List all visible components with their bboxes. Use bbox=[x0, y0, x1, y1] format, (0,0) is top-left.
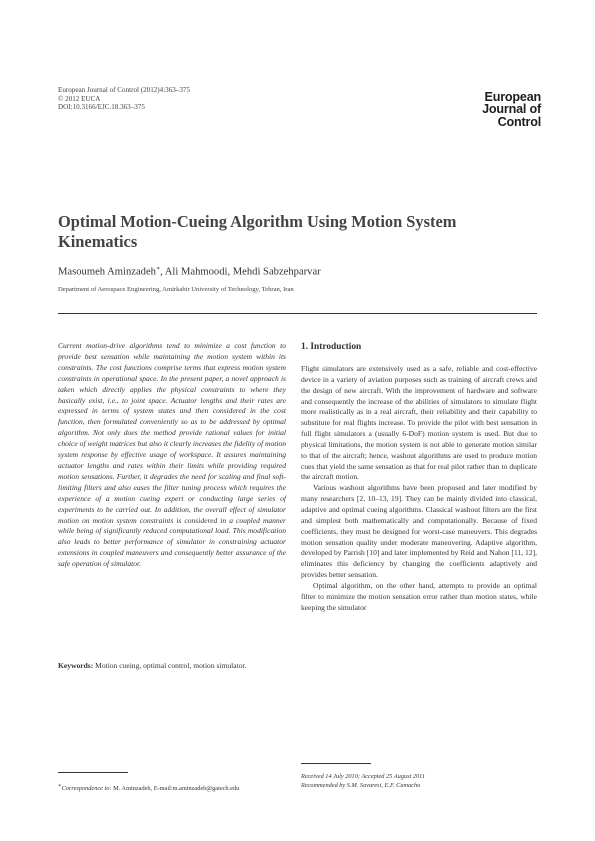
journal-meta bbox=[58, 86, 190, 112]
history-divider bbox=[301, 763, 371, 764]
header-divider bbox=[58, 313, 537, 314]
article-title bbox=[58, 212, 538, 251]
received-date: Received 14 July 2010; Accepted 25 August 2011 bbox=[301, 773, 425, 780]
title-line-1: Optimal Motion-Cueing Algorithm Using Motion System bbox=[58, 212, 457, 231]
recommended-by: Recommended by S.M. Savaresi, E.F. Camacho bbox=[301, 782, 421, 790]
keywords-text: Motion cueing, optimal control, motion simulator. bbox=[95, 661, 247, 670]
intro-paragraph-3: Optimal algorithm, on the other hand, attempts to provide an optimal filter to minimize the motion sensation error rather than motion states, while keeping the simulator bbox=[301, 580, 537, 612]
journal-copyright: © 2012 EUCA bbox=[58, 94, 101, 103]
footnote-label: Correspondence to: bbox=[61, 785, 112, 793]
author-corresponding: Masoumeh Aminzadeh bbox=[58, 266, 156, 278]
keywords bbox=[58, 661, 286, 672]
article-history bbox=[301, 772, 425, 790]
author-list bbox=[58, 265, 321, 278]
logo-line-1: European bbox=[484, 90, 541, 104]
footnote-mark: ∗ bbox=[58, 783, 62, 789]
footnote-divider bbox=[58, 772, 128, 773]
correspondence-mark: ∗ bbox=[155, 266, 161, 272]
intro-paragraph-2: Various washout algorithms have been proposed and later modified by many researchers [2, 10–13, 19]. They can be mainly divided into classical, adaptive and optimal cueing algorithms. Classical washout filters are the first and simplest both mathematically and computationally. Because of fixed coefficients, they must be designed for worst-case maneuvers. This degrades motion sensation quality under moderate maneuvering. Adaptive algorithm, developed by Parrish [10] and later implemented by Reid and Nahon [11, 12], eliminates this deficiency by changing the coefficients adaptively and provides better sensation. bbox=[301, 483, 537, 580]
correspondence-footnote bbox=[58, 783, 239, 792]
journal-citation: European Journal of Control (2012)4:363–375 bbox=[58, 86, 190, 94]
affiliation: Department of Aerospace Engineering, Amirkabir University of Technology, Tehran, Iran bbox=[58, 286, 294, 293]
title-line-2: Kinematics bbox=[58, 231, 138, 251]
intro-paragraph-1: Flight simulators are extensively used as a safe, reliable and cost-effective device in a variety of aviation purposes such as training of aircraft crews and the design of new aircraft. With the improvement of hardware and software and consequently the increase of the abilities of simulators to simulate flight more realistically as in a real aircraft, their reliability and their capability to substitute for real flights increase. To provide the pilot with best sensation in full flight simulators a (usually 6-DoF) motion system is used. But due to physical limitations, the motion system is not able to generate motion similar to that of the aircraft; hence, washout algorithms are used to produce motion cues that yield the same sensation as that for real pilot rather than to duplicate the aircraft motion. bbox=[301, 364, 537, 482]
logo-line-3: Control bbox=[497, 114, 541, 129]
author-others: , Ali Mahmoodi, Mehdi Sabzehparvar bbox=[160, 266, 321, 278]
keywords-label: Keywords: bbox=[58, 661, 94, 670]
footnote-text: M. Aminzadeh, E-mail:m.aminzadeh@gatech.edu bbox=[111, 785, 240, 793]
section-heading-introduction: 1. Introduction bbox=[301, 342, 362, 352]
journal-logo bbox=[461, 91, 541, 128]
journal-doi: DOI:10.3166/EJC.18.363–375 bbox=[58, 103, 145, 112]
introduction-body bbox=[301, 364, 537, 613]
logo-line-2: Journal of bbox=[482, 102, 541, 117]
abstract: Current motion-drive algorithms tend to minimize a cost function to provide best sensation while maintaining the motion system within its constraints. The cost functions comprise terms that express motion system constraints in operational space. In the present paper, a novel approach is taken which directly applies the physical constraints to where they basically exist, i.e., to joint space. Actuator lengths and their rates are expressed in terms of system states and then considered in the cost function, then formulated conveniently so as to be addressed by optimal algorithm. Not only does the method provide rational values for initial choice of weight matrices but also it clearly increases the fidelity of motion system response by effective usage of workspace. It assures maintaining actuator lengths and rates within their limits while providing required motion sensations. Further, it degrades the need for scaling and final soft-limiting filters and also eases the filter tuning process which requires the experience of a motion cueing expert or conducting large series of experiments to be carried out. In addition, the overall effect of simulator motion on motion system constraints is considered in a coupled manner while being of significantly reduced computational load. This modification also leads to better performance of simulator in constraining actuator extensions in coupled maneuvers and consequently better assurance of the safe operation of simulator. bbox=[58, 341, 286, 569]
